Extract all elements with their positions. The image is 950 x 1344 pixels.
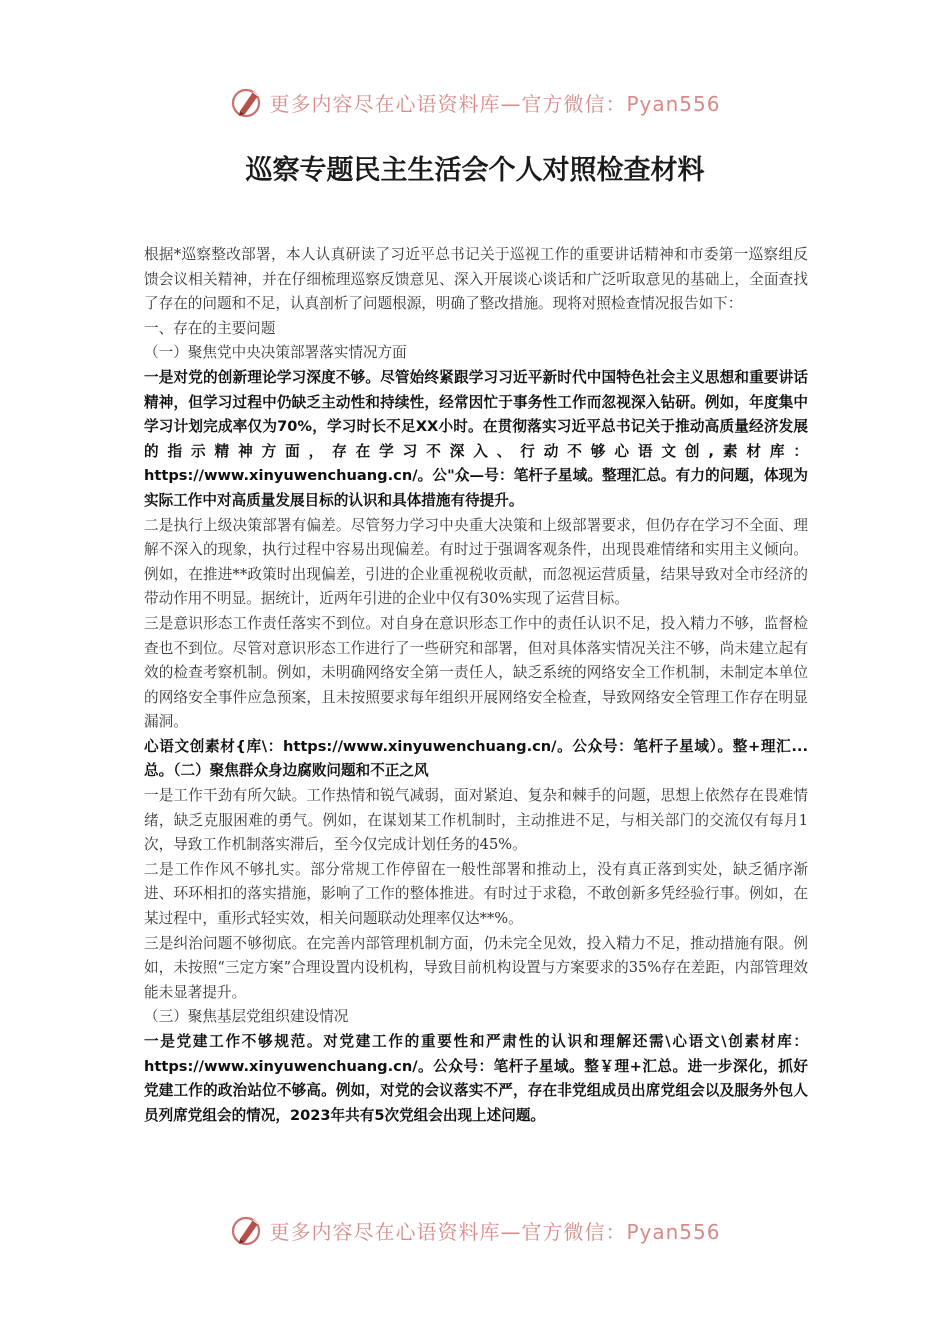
footer-banner <box>0 1208 950 1252</box>
section-heading: 一、存在的主要问题 <box>144 319 276 337</box>
banner-text: 更多内容尽在心语资料库—官方微信：Pyan556 <box>269 91 721 116</box>
paragraph: 三是意识形态工作责任落实不到位。对自身在意识形态工作中的责任认识不足，投入精力不够，监督检查也不到位。尽管对意识形态工作进行了一些研究和部署，但对具体落实情况关注不够，尚未建立起有效的检查考察机制。例如，未明确网络安全第一责任人，缺乏系统的网络安全工作机制，未制定本单位的网络安全事件应急预案，且未按照要求每年组织开展网络安全检查，导致网络安全管理工作存在明显漏洞。 <box>144 614 808 731</box>
paragraph: 二是执行上级决策部署有偏差。尽管努力学习中央重大决策和上级部署要求，但仍存在学习不全面、理解不深入的现象，执行过程中容易出现偏差。有时过于强调客观条件，出现畏难情绪和实用主义倾向。例如，在推进**政策时出现偏差，引进的企业重视税收贡献，而忽视运营质量，结果导致对全市经济的带动作用不明显。据统计，近两年引进的企业中仅有30%实现了运营目标。 <box>144 516 808 608</box>
paragraph: 一是工作干劲有所欠缺。工作热情和锐气减弱，面对紧迫、复杂和棘手的问题，思想上依然存在畏难情绪，缺乏克服困难的勇气。例如，在谋划某工作机制时，主动推进不足，与相关部门的交流仅有每月1次，导致工作机制落实滞后，至今仅完成计划任务的45%。 <box>144 787 808 854</box>
paragraph-bold: 心语文创素材{库\：https://www.xinyuwenchuang.cn/。公众号：笔杆子星域）。整+理汇...总。（二）聚焦群众身边腐败问题和不正之风 <box>144 737 808 780</box>
paragraph-bold: 一是党建工作不够规范。对党建工作的重要性和严肃性的认识和理解还需\心语文\创素材库：https://www.xinyuwenchuang.cn/。公众号：笔杆子星域。整￥理+汇总。进一步深化，抓好党建工作的政治站位不够高。例如，对党的会议落实不严，存在非党组成员出席党组会以及服务外包人员列席党组会的情况，2023年共有5次党组会出现上述问题。 <box>144 1033 808 1124</box>
pen-nib-circle-icon <box>229 84 265 120</box>
page-title: 巡察专题民主生活会个人对照检查材料 <box>245 155 705 186</box>
pen-nib-circle-icon <box>229 1212 265 1248</box>
subsection-heading: （一）聚焦党中央决策部署落实情况方面 <box>144 344 407 362</box>
paragraph: 三是纠治问题不够彻底。在完善内部管理机制方面，仍未完全见效，投入精力不足，推动措施有限。例如，未按照“三定方案”合理设置内设机构，导致目前机构设置与方案要求的35%存在差距，内部管理效能未显著提升。 <box>144 934 808 1001</box>
header-banner <box>0 80 950 124</box>
subsection-heading: （三）聚焦基层党组织建设情况 <box>144 1008 349 1026</box>
banner-text: 更多内容尽在心语资料库—官方微信：Pyan556 <box>269 1219 721 1244</box>
document-body <box>144 243 808 1128</box>
paragraph-bold: 一是对党的创新理论学习深度不够。尽管始终紧跟学习习近平新时代中国特色社会主义思想和重要讲话精神，但学习过程中仍缺乏主动性和持续性，经常因忙于事务性工作而忽视深入钻研。例如，年度集中学习计划完成率仅为70%，学习时长不足XX小时。在贯彻落实习近平总书记关于推动高质量经济发展的指示精神方面，存在学习不深入、行动不够心语文创,素材库：https://www.xinyuwenchuang.cn/。公"众—号：笔杆子星域。整理汇总。有力的问题，体现为实际工作中对高质量发展目标的认识和具体措施有待提升。 <box>144 368 808 509</box>
paragraph-intro: 根据*巡察整改部署，本人认真研读了习近平总书记关于巡视工作的重要讲话精神和市委第一巡察组反馈会议相关精神，并在仔细梳理巡察反馈意见、深入开展谈心谈话和广泛听取意见的基础上，全面查找了存在的问题和不足，认真剖析了问题根源，明确了整改措施。现将对照检查情况报告如下： <box>144 246 808 313</box>
paragraph: 二是工作作风不够扎实。部分常规工作停留在一般性部署和推动上，没有真正落到实处，缺乏循序渐进、环环相扣的落实措施，影响了工作的整体推进。有时过于求稳，不敢创新多凭经验行事。例如，在某过程中，重形式轻实效，相关问题联动处理率仅达**%。 <box>144 860 808 928</box>
